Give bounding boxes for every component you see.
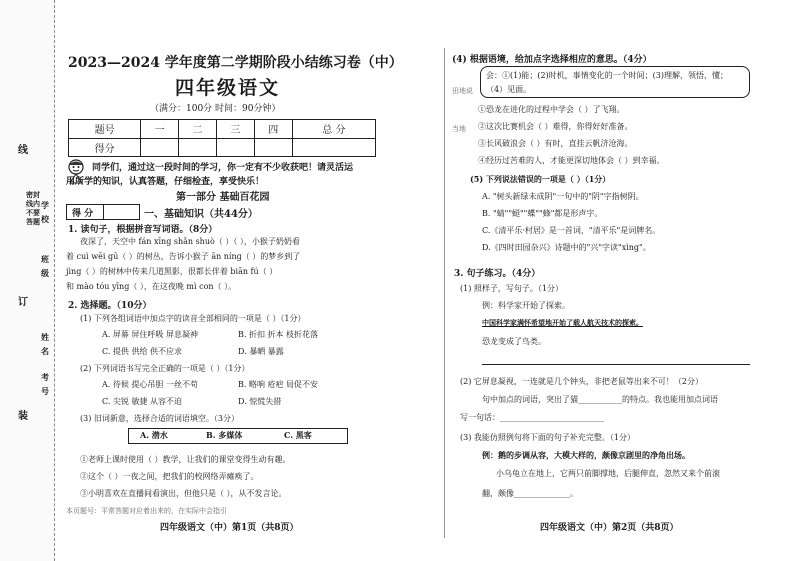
q2-sub3: (3) 旧词新意，选择合适的词语填空。（3分） bbox=[80, 414, 239, 423]
binding-label-name: 姓名 bbox=[41, 332, 49, 356]
q3-complete-1: 小乌龟立在地上，它两只前脚撑地，后腿伸直，忽然又来个前滚 bbox=[496, 469, 720, 478]
score-cell-3[interactable] bbox=[217, 138, 255, 157]
score-header-total: 总 分 bbox=[292, 120, 375, 139]
binding-bottom-mark: 装 bbox=[18, 411, 28, 422]
q2-sub2-a[interactable]: A. 待候 提心吊胆 一丝不苟 bbox=[102, 380, 198, 389]
q2-sub1: (1) 下列各组词语中加点字的读音全部相同的一项是（ ）（1分） bbox=[80, 314, 306, 323]
binding-label-id: 考号 bbox=[41, 372, 49, 396]
score-box-divider bbox=[103, 204, 104, 220]
q5-title: (5) 下列说法错误的一项是（ ）（1分） bbox=[470, 174, 611, 184]
binding-margin bbox=[0, 0, 55, 561]
q2-sub1-a[interactable]: A. 屏幕 屏住呼吸 屏息凝神 bbox=[102, 330, 198, 339]
q4-line-2: ②这次比赛机会（ ）难得，你得好好准备。 bbox=[478, 122, 633, 131]
q3-answer-line[interactable] bbox=[482, 364, 750, 365]
binding-mid-mark: 订 bbox=[18, 297, 28, 308]
left-page-footer: 四年级语文（中）第1页（共8页） bbox=[160, 523, 299, 533]
q4-options: 会：①(1)能；(2)时机，事情变化的一个时间；(3)理解，领悟，懂； bbox=[486, 71, 728, 80]
score-header-1: 一 bbox=[141, 120, 179, 139]
q1-line-2: 着 cuì wēi gū（ ）的树丛，告诉小猴子 ān níng（ ）的梦乡到了 bbox=[66, 252, 301, 261]
exam-title: 2023—2024 学年度第二学期阶段小结练习卷（中） bbox=[68, 55, 403, 71]
intro-line-1: 同学们，通过这一段时间的学习，你一定有不少收获吧！请灵活运 bbox=[92, 163, 354, 173]
q3-sub1: (1) 照样子，写句子。（1分） bbox=[460, 284, 563, 293]
intro-line-2: 用所学的知识，认真答题，仔细检查，享受快乐！ bbox=[66, 177, 265, 187]
q3-example-2: 例：鹅的步调从容，大模大样的，颇像京剧里的净角出场。 bbox=[482, 450, 690, 460]
q3-sub2-line-a: 句中加点的词语，突出了猫___________的特点。我也能用加点词语 bbox=[482, 395, 718, 404]
q2-fill-1: ①老师上课时使用（ ）教学，让我们的课堂变得生动有趣。 bbox=[80, 455, 291, 464]
score-row-label: 得分 bbox=[69, 138, 141, 157]
q5-option-b[interactable]: B. "蜻""蜓""蝶""蜂"都是形声字。 bbox=[482, 209, 603, 218]
q2-sub2-b[interactable]: B. 略响 疮疤 局促不安 bbox=[238, 380, 319, 389]
q2-title: 2. 选择题。（10分） bbox=[68, 301, 152, 311]
q5-option-a[interactable]: A. "树头新绿未成阴"一句中的"阴"字指树阴。 bbox=[482, 192, 644, 201]
q5-option-c[interactable]: C.《清平乐·村居》是一首词，"清平乐"是词牌名。 bbox=[482, 226, 661, 235]
q4-title: (4) 根据语境，给加点字选择相应的意思。（4分） bbox=[452, 55, 652, 65]
q2-sub1-b[interactable]: B. 折扣 折本 枝折花落 bbox=[238, 330, 319, 339]
binding-note: 密封线内不要答题 bbox=[26, 190, 40, 226]
q2-sub2-c[interactable]: C. 尖锐 敏捷 从容不迫 bbox=[102, 397, 183, 406]
q2-sub2: (2) 下列词语书写完全正确的一项是（ ）（1分） bbox=[80, 364, 250, 373]
binding-top-mark: 线 bbox=[18, 145, 28, 156]
q3-example: 例：科学家开始了探索。 bbox=[482, 301, 570, 310]
score-cell-4[interactable] bbox=[254, 138, 292, 157]
q1-line-4: 和 mào tóu yīng（ ），在这夜晚 mì con（ ）。 bbox=[66, 282, 237, 291]
section1-title: 一、基础知识（共44分） bbox=[144, 209, 258, 220]
score-cell-total[interactable] bbox=[292, 138, 375, 157]
exam-meta: （满分：100分 时间：90分钟） bbox=[150, 104, 281, 114]
q4-line-4: ④经历过苦难的人，才能更深切地体会（ ）到幸福。 bbox=[478, 156, 665, 165]
page-divider bbox=[444, 48, 445, 538]
q2-fill-2: ②这个（ ）一夜之间，把我们的校网络弄瘫痪了。 bbox=[80, 472, 259, 481]
q1-title: 1. 读句子，根据拼音写词语。（8分） bbox=[68, 225, 218, 235]
q4-left-note-1: 田地说 bbox=[452, 87, 473, 95]
q3-sub2-line-b[interactable]: 写一句话：__________________________ bbox=[460, 413, 604, 422]
choice-b[interactable]: B. 多媒体 bbox=[206, 430, 243, 440]
binding-label-class: 班级 bbox=[41, 254, 49, 278]
q3-sub3: (3) 我能仿照例句将下面的句子补充完整。（1分） bbox=[460, 433, 635, 442]
q3-complete-2[interactable]: 翻，颇像______________。 bbox=[482, 489, 578, 498]
q1-line-1: 夜深了，天空中 fán xīng shǎn shuò（ ）（ ），小猴子奶奶看 bbox=[80, 237, 300, 246]
score-header-2: 二 bbox=[179, 120, 217, 139]
binding-label-school: 学校 bbox=[41, 200, 49, 224]
q3-example-extended: 中国科学家满怀希望地开始了载人航天技术的探索。 bbox=[482, 318, 643, 327]
score-cell-1[interactable] bbox=[141, 138, 179, 157]
choice-a[interactable]: A. 潜水 bbox=[140, 430, 168, 440]
q4-line-1: ①恐龙在进化的过程中学会（ ）了飞翔。 bbox=[478, 105, 625, 114]
left-faint-note: 本页题号：平常答题对应着出来的，在实际中会指引 bbox=[66, 507, 227, 515]
q4-line-3: ③长风破浪会（ ）有时，直挂云帆济沧海。 bbox=[478, 139, 633, 148]
q3-sub2: (2) 它屏息凝视，一连就是几个钟头，非把老鼠等出来不可！（2分） bbox=[460, 377, 703, 386]
right-page-footer: 四年级语文（中）第2页（共8页） bbox=[540, 523, 679, 533]
choice-c[interactable]: C. 黑客 bbox=[284, 430, 312, 440]
score-table bbox=[68, 119, 376, 157]
score-header-4: 四 bbox=[254, 120, 292, 139]
q5-option-d[interactable]: D.《四时田园杂兴》诗题中的"兴"字读"xìng"。 bbox=[482, 243, 651, 252]
part1-title: 第一部分 基础百花园 bbox=[176, 192, 270, 203]
q3-prompt: 恐龙变成了鸟类。 bbox=[482, 337, 546, 346]
subject-title: 四年级语文 bbox=[175, 77, 281, 99]
q3-title: 3. 句子练习。（4分） bbox=[454, 269, 541, 279]
q2-sub1-d[interactable]: D. 暴晒 暴露 bbox=[238, 347, 284, 356]
q1-line-3: jìng（ ）的树林中传来几道黑影，很都长伴着 biān fú（ ） bbox=[66, 267, 278, 276]
q2-fill-3: ③小明喜欢在直播间看演出，但他只是（ ），从不发言论。 bbox=[80, 489, 287, 498]
part1-score-label: 得 分 bbox=[72, 209, 94, 219]
q2-sub1-c[interactable]: C. 提供 供给 供不应求 bbox=[102, 347, 183, 356]
score-header-label: 题号 bbox=[69, 120, 141, 139]
q4-options-2: （4）见面。 bbox=[486, 85, 532, 94]
score-cell-2[interactable] bbox=[179, 138, 217, 157]
score-header-3: 三 bbox=[217, 120, 255, 139]
q4-left-note-2: 当地 bbox=[452, 125, 466, 133]
q2-sub2-d[interactable]: D. 惊慌失措 bbox=[238, 397, 282, 406]
